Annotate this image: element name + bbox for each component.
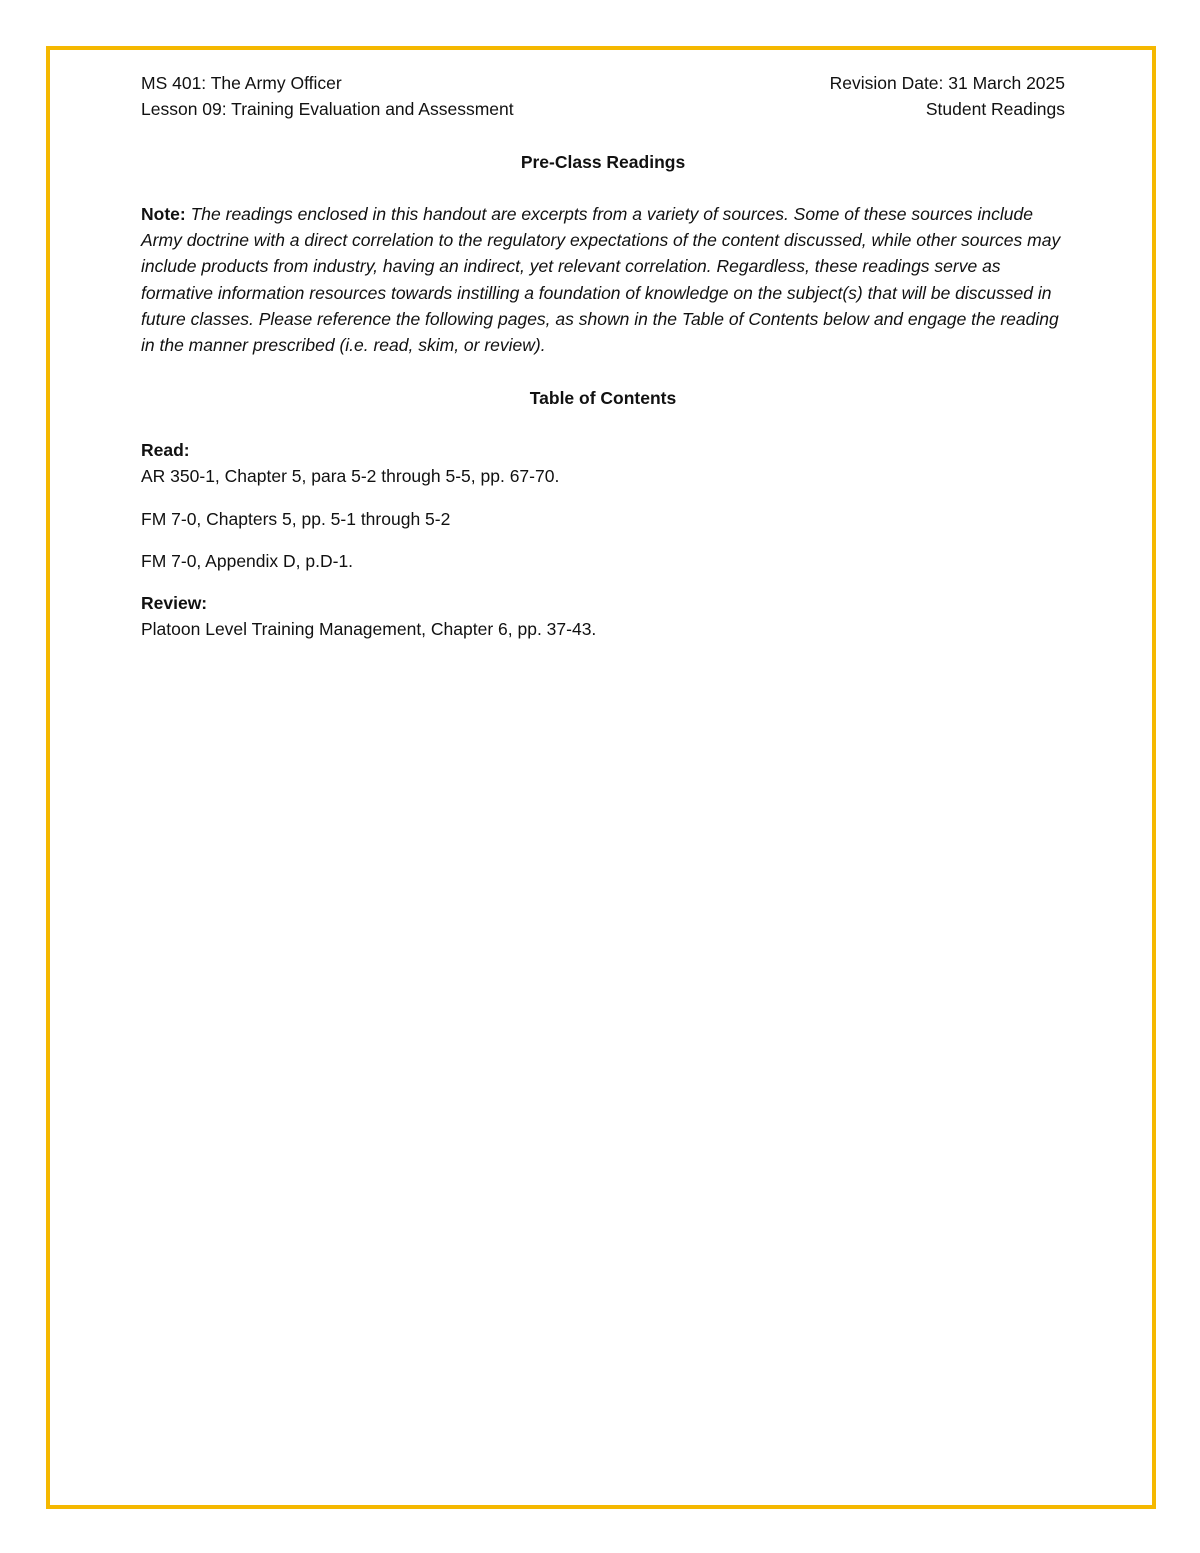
header-left	[141, 70, 514, 123]
read-section	[141, 437, 1065, 574]
toc-heading: Table of Contents	[529, 387, 677, 408]
note-paragraph	[141, 201, 1065, 359]
course-title: MS 401: The Army Officer	[141, 73, 342, 93]
document-type: Student Readings	[925, 99, 1065, 120]
read-label: Read:	[141, 439, 190, 460]
lesson-title: Lesson 09: Training Evaluation and Assessment	[141, 99, 514, 120]
reading-item: FM 7-0, Chapters 5, pp. 5-1 through 5-2	[141, 508, 451, 529]
note-text: The readings enclosed in this handout are excerpts from a variety of sources. Some of these sources include Army doctrine with a direct correlation to the regulatory expectations of the content discussed, while other sources may include products from industry, having an indirect, yet relevant correlation. Regardless, these readings serve as formative information resources towards instilling a foundation of knowledge on the subject(s) that will be discussed in future classes. Please reference the following pages, as shown in the Table of Contents below and engage the reading in the manner prescribed (i.e. read, skim, or review).	[141, 203, 1061, 356]
reading-item: AR 350-1, Chapter 5, para 5-2 through 5-5, pp. 67-70.	[141, 466, 560, 487]
reading-item: FM 7-0, Appendix D, p.D-1.	[141, 550, 354, 571]
review-item: Platoon Level Training Management, Chapter 6, pp. 37-43.	[141, 619, 597, 640]
note-label: Note:	[141, 203, 186, 224]
document-content	[141, 70, 1065, 643]
document-header	[141, 70, 1065, 123]
header-right	[830, 70, 1065, 123]
preclass-heading: Pre-Class Readings	[520, 151, 686, 172]
review-section	[141, 590, 1065, 643]
revision-date: Revision Date: 31 March 2025	[829, 73, 1065, 93]
review-label: Review:	[141, 593, 208, 614]
